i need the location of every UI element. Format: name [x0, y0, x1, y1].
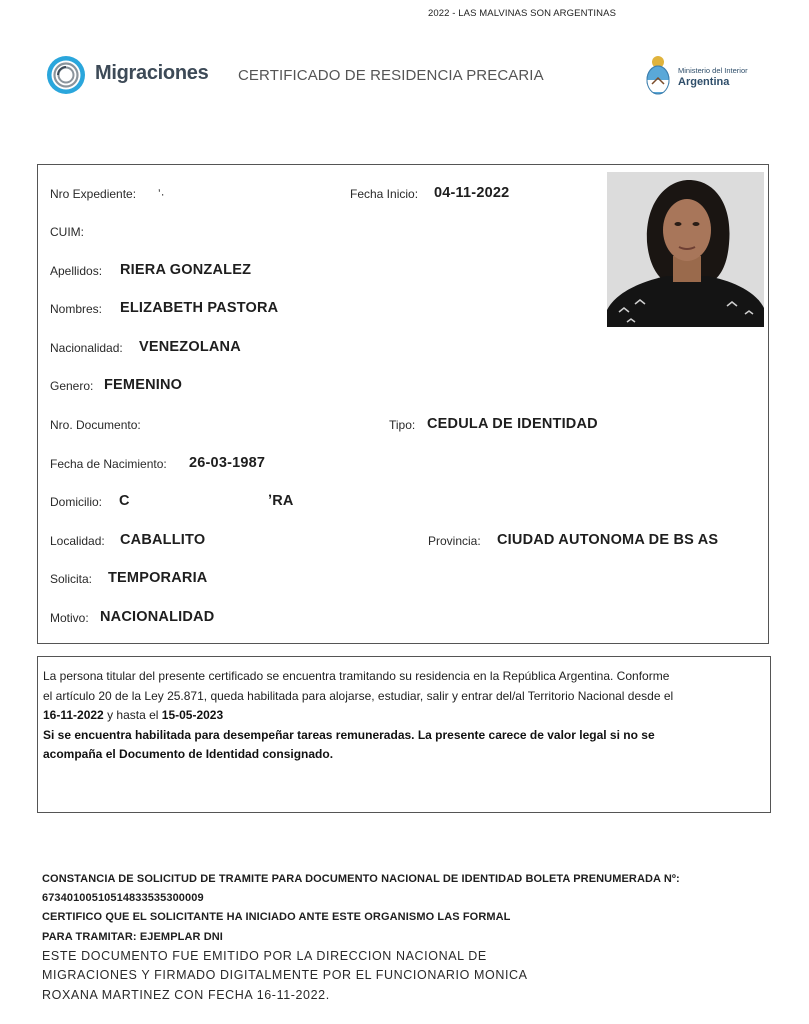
solicita-label: Solicita: [50, 572, 93, 586]
footer-boleta-number: 67340100510514833535300009 [42, 892, 204, 904]
localidad-label: Localidad: [50, 534, 105, 548]
expediente-label: Nro Expediente: [50, 187, 137, 201]
domicilio-label: Domicilio: [50, 495, 103, 509]
tipo-label: Tipo: [389, 418, 416, 432]
footer-emitido-1: ESTE DOCUMENTO FUE EMITIDO POR LA DIRECCION NACIONAL DE [42, 949, 487, 963]
nombres-value: ELIZABETH PASTORA [120, 300, 279, 316]
legal-between: y hasta el [103, 708, 162, 722]
legal-date-from: 16-11-2022 [43, 708, 104, 722]
apellidos-label: Apellidos: [50, 264, 103, 278]
fecha-inicio-value: 04-11-2022 [434, 185, 510, 201]
domicilio-value-end: ʼRA [268, 493, 294, 509]
legal-line-1: La persona titular del presente certificado se encuentra tramitando su residencia en la República Argentina. Conforme [43, 669, 670, 683]
legal-notice [43, 667, 763, 765]
provincia-value: CIUDAD AUTONOMA DE BS AS [497, 532, 719, 548]
legal-line-4: Si se encuentra habilitada para desempeñar tareas remuneradas. La presente carece de valor legal si no se [43, 727, 655, 742]
footer-emitido-3: ROXANA MARTINEZ CON FECHA 16-11-2022. [42, 988, 330, 1002]
nacimiento-label: Fecha de Nacimiento: [50, 457, 167, 471]
legal-line-2: el artículo 20 de la Ley 25.871, queda habilitada para alojarse, estudiar, salir y entrar del/al Territorio Nacional desde el [43, 688, 674, 703]
footer-emitido-2: MIGRACIONES Y FIRMADO DIGITALMENTE POR EL FUNCIONARIO MONICA [42, 968, 528, 982]
expediente-value: ʼ· [158, 187, 165, 201]
header-slogan: 2022 - LAS MALVINAS SON ARGENTINAS [428, 8, 617, 19]
ministry-name: Ministerio del Interior [678, 66, 748, 75]
argentina-coat-of-arms-icon [645, 54, 671, 96]
footer-tramitar: PARA TRAMITAR: EJEMPLAR DNI [42, 931, 223, 943]
fecha-inicio-label: Fecha Inicio: [350, 187, 419, 201]
legal-date-to: 15-05-2023 [161, 708, 224, 722]
nacionalidad-label: Nacionalidad: [50, 341, 123, 355]
tipo-value: CEDULA DE IDENTIDAD [427, 416, 598, 432]
localidad-value: CABALLITO [120, 532, 206, 548]
legal-line-3 [43, 706, 763, 726]
document-title: CERTIFICADO DE RESIDENCIA PRECARIA [238, 67, 544, 84]
solicita-value: TEMPORARIA [108, 570, 208, 586]
brand-name: Migraciones [95, 62, 209, 84]
genero-label: Genero: [50, 379, 94, 393]
documento-label: Nro. Documento: [50, 418, 141, 432]
provincia-label: Provincia: [428, 534, 481, 548]
legal-line-5: acompaña el Documento de Identidad consignado. [43, 747, 334, 761]
person-portrait-icon [607, 172, 764, 327]
ministry-country: Argentina [678, 76, 730, 88]
nacionalidad-value: VENEZOLANA [139, 339, 241, 355]
nombres-label: Nombres: [50, 302, 103, 316]
apellidos-value: RIERA GONZALEZ [120, 262, 252, 278]
nacimiento-value: 26-03-1987 [189, 455, 266, 471]
motivo-label: Motivo: [50, 611, 89, 625]
migraciones-logo-icon [46, 55, 86, 95]
cuim-label: CUIM: [50, 225, 84, 239]
footer-certifico: CERTIFICO QUE EL SOLICITANTE HA INICIADO ANTE ESTE ORGANISMO LAS FORMAL [42, 911, 511, 923]
applicant-photo [607, 172, 764, 327]
genero-value: FEMENINO [104, 377, 183, 393]
motivo-value: NACIONALIDAD [100, 609, 215, 625]
footer-constancia: CONSTANCIA DE SOLICITUD DE TRAMITE PARA DOCUMENTO NACIONAL DE IDENTIDAD BOLETA PRENUMERADA Nº: [42, 873, 680, 885]
domicilio-value-start: C [119, 493, 130, 509]
